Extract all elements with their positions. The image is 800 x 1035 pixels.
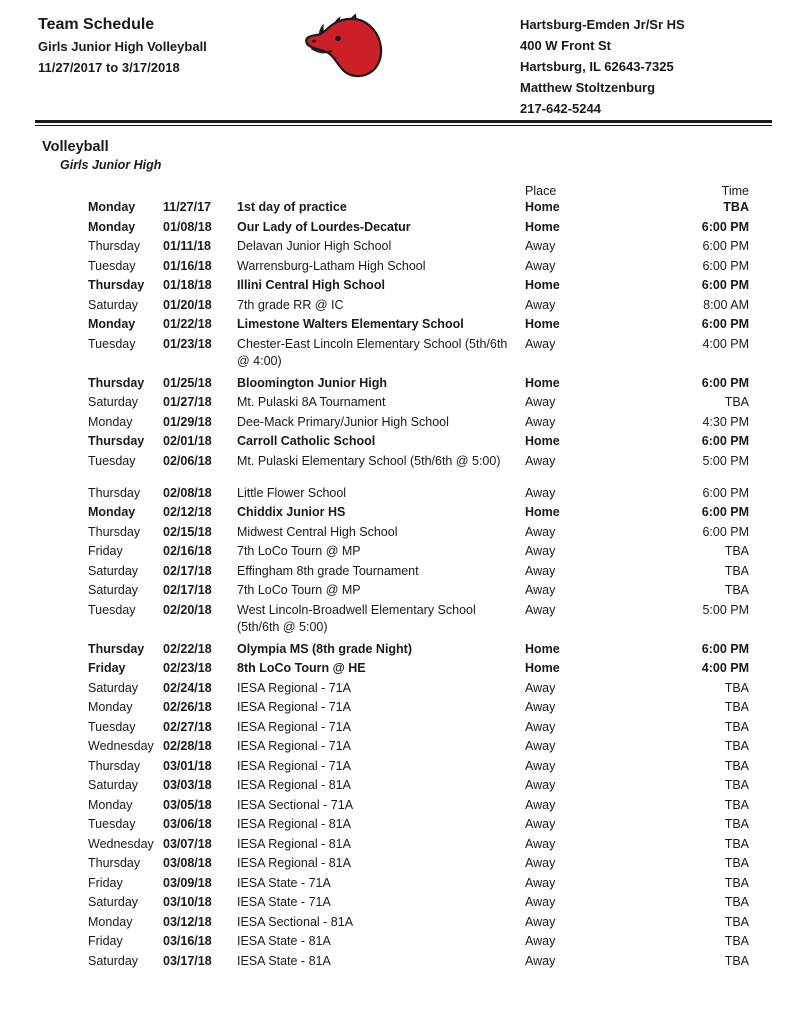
cell-time: 5:00 PM — [702, 602, 749, 617]
cell-day: Wednesday — [88, 836, 154, 851]
cell-time: TBA — [724, 583, 749, 597]
cell-opponent: IESA Regional - 71A — [237, 700, 351, 714]
cell-time: TBA — [723, 200, 749, 214]
cell-date: 03/09/18 — [163, 875, 212, 890]
cell-day: Friday — [88, 934, 123, 948]
cell-place: Away — [525, 414, 556, 429]
cell-day: Friday — [88, 661, 126, 675]
schedule-row — [88, 199, 749, 216]
cell-place: Away — [525, 258, 556, 273]
contact-name: Matthew Stoltzenburg — [520, 80, 656, 95]
cell-opponent: IESA Regional - 81A — [237, 836, 351, 851]
cell-day: Monday — [88, 219, 136, 234]
schedule-row — [88, 543, 749, 560]
cell-place: Home — [525, 317, 560, 331]
cell-place: Away — [525, 563, 556, 578]
cell-day: Monday — [88, 797, 133, 812]
cell-date: 01/23/18 — [163, 336, 212, 351]
date-range: 11/27/2017 to 3/17/2018 — [38, 60, 180, 75]
schedule-row — [88, 836, 749, 853]
cell-day: Thursday — [88, 524, 141, 539]
schedule-row — [88, 219, 749, 236]
cell-day: Thursday — [88, 278, 145, 292]
cell-day: Tuesday — [88, 719, 136, 734]
schedule-row — [88, 238, 749, 255]
cell-date: 03/06/18 — [163, 817, 212, 831]
cell-day: Saturday — [88, 395, 139, 409]
cell-date: 01/11/18 — [163, 239, 211, 253]
cell-place: Away — [525, 953, 556, 968]
cell-opponent: Carroll Catholic School — [237, 434, 376, 448]
cell-opponent: Dee-Mack Primary/Junior High School — [237, 414, 449, 429]
cell-opponent: Warrensburg-Latham High School — [237, 258, 426, 273]
place-column-header: Place — [525, 184, 557, 198]
cell-place: Away — [525, 797, 556, 812]
cell-time: 6:00 PM — [702, 524, 749, 539]
cell-day: Tuesday — [88, 602, 136, 617]
team-name: Girls Junior High Volleyball — [38, 39, 207, 54]
cell-time: 6:00 PM — [701, 641, 749, 656]
cell-time: 6:00 PM — [701, 505, 749, 519]
schedule-row — [88, 375, 749, 392]
cell-place: Away — [525, 817, 556, 831]
cell-date: 02/12/18 — [163, 505, 212, 519]
cell-day: Thursday — [88, 239, 141, 253]
schedule-row — [88, 855, 749, 872]
cell-day: Saturday — [88, 680, 139, 695]
table-header-row — [88, 184, 749, 198]
cell-opponent: Bloomington Junior High — [237, 375, 387, 390]
cell-date: 02/17/18 — [163, 583, 212, 597]
schedule-row — [88, 336, 749, 370]
cell-time: 6:00 PM — [702, 258, 749, 273]
cell-date: 01/20/18 — [163, 297, 212, 312]
schedule-row — [88, 582, 749, 599]
cell-place: Away — [525, 485, 556, 500]
cell-date: 02/01/18 — [163, 434, 212, 448]
cell-day: Tuesday — [88, 817, 136, 831]
schedule-row — [88, 316, 749, 333]
schedule-row — [88, 660, 749, 677]
cell-time: 4:00 PM — [702, 336, 749, 351]
cell-opponent: IESA Regional - 81A — [237, 817, 351, 831]
schedule-row — [88, 433, 749, 450]
schedule-row — [88, 277, 749, 294]
cell-opponent: IESA Sectional - 71A — [237, 797, 354, 812]
cell-day: Monday — [88, 914, 133, 929]
cell-date: 01/16/18 — [163, 258, 212, 273]
cell-opponent: Olympia MS (8th grade Night) — [237, 641, 413, 656]
cell-day: Saturday — [88, 778, 139, 792]
schedule-row — [88, 699, 749, 716]
cell-day: Thursday — [88, 641, 145, 656]
cell-opponent: 8th LoCo Tourn @ HE — [237, 661, 366, 675]
cell-opponent: Chiddix Junior HS — [237, 505, 346, 519]
schedule-row — [88, 258, 749, 275]
cell-time: 8:00 AM — [703, 297, 749, 312]
cell-date: 02/20/18 — [163, 602, 212, 617]
schedule-row — [88, 524, 749, 541]
school-info — [520, 14, 772, 116]
cell-time: TBA — [724, 817, 749, 831]
schedule-row — [88, 414, 749, 431]
cell-place: Away — [525, 583, 556, 597]
cell-opponent: Midwest Central High School — [237, 524, 398, 539]
cell-time: TBA — [724, 797, 749, 812]
cell-date: 01/25/18 — [163, 375, 212, 390]
schedule-row — [88, 933, 749, 950]
cell-day: Monday — [88, 200, 136, 214]
cell-opponent: IESA Regional - 81A — [237, 856, 351, 870]
schedule-row — [88, 914, 749, 931]
schedule-row — [88, 738, 749, 755]
school-address-line2: Hartsburg, IL 62643-7325 — [520, 59, 674, 74]
cell-time: TBA — [724, 680, 749, 695]
cell-date: 02/15/18 — [163, 524, 212, 539]
cell-opponent: IESA State - 71A — [237, 895, 331, 909]
cell-place: Home — [525, 641, 560, 656]
cell-date: 03/12/18 — [163, 914, 212, 929]
cell-date: 02/08/18 — [163, 485, 212, 500]
cell-place: Away — [525, 914, 556, 929]
cell-day: Wednesday — [88, 739, 154, 753]
cell-time: TBA — [724, 836, 749, 851]
header-divider — [35, 120, 772, 126]
cell-date: 02/22/18 — [163, 641, 212, 656]
cell-date: 03/05/18 — [163, 797, 212, 812]
cell-place: Away — [525, 875, 556, 890]
schedule-row — [88, 680, 749, 697]
cell-time: TBA — [724, 719, 749, 734]
cell-date: 01/18/18 — [163, 278, 212, 292]
cell-time: 4:30 PM — [702, 414, 749, 429]
cell-opponent: Effingham 8th grade Tournament — [237, 563, 419, 578]
cell-place: Away — [525, 336, 556, 351]
cell-time: 5:00 PM — [702, 453, 749, 468]
cell-date: 02/06/18 — [163, 453, 212, 468]
cell-time: TBA — [724, 739, 749, 753]
cell-opponent: Limestone Walters Elementary School — [237, 317, 464, 331]
cell-opponent: Illini Central High School — [237, 278, 385, 292]
cell-place: Away — [525, 453, 556, 468]
cell-day: Saturday — [88, 297, 139, 312]
schedule-row — [88, 953, 749, 970]
schedule-row — [88, 894, 749, 911]
cell-time: 4:00 PM — [701, 661, 749, 675]
cell-day: Saturday — [88, 583, 139, 597]
cell-day: Monday — [88, 414, 133, 429]
cell-opponent: IESA State - 81A — [237, 934, 331, 948]
cell-place: Away — [525, 895, 556, 909]
cell-time: TBA — [724, 875, 749, 890]
cell-place: Away — [525, 739, 556, 753]
cell-date: 03/17/18 — [163, 953, 212, 968]
cell-time: TBA — [724, 856, 749, 870]
cell-date: 02/26/18 — [163, 700, 212, 714]
cell-opponent: Our Lady of Lourdes-Decatur — [237, 219, 411, 234]
cell-place: Home — [525, 434, 560, 448]
cell-opponent: IESA Sectional - 81A — [237, 914, 354, 929]
schedule-row — [88, 797, 749, 814]
cell-day: Thursday — [88, 375, 145, 390]
sport-heading: Volleyball — [42, 139, 109, 155]
cell-date: 02/23/18 — [163, 661, 212, 675]
cell-opponent: 7th LoCo Tourn @ MP — [237, 583, 361, 597]
document-header — [0, 0, 800, 116]
schedule-row — [88, 758, 749, 775]
cell-opponent: 7th grade RR @ IC — [237, 297, 344, 312]
cell-day: Friday — [88, 875, 123, 890]
schedule-row — [88, 297, 749, 314]
time-column-header: Time — [721, 184, 749, 198]
cell-day: Thursday — [88, 434, 145, 448]
cell-opponent: Mt. Pulaski Elementary School (5th/6th @ 5:00) — [237, 453, 501, 468]
cell-date: 02/27/18 — [163, 719, 212, 734]
cell-place: Away — [525, 758, 556, 773]
schedule-table — [88, 184, 749, 970]
cell-place: Away — [525, 544, 556, 558]
cell-time: 6:00 PM — [701, 375, 749, 390]
schedule-row — [88, 394, 749, 411]
cell-day: Tuesday — [88, 258, 136, 273]
cell-place: Away — [525, 700, 556, 714]
cell-opponent: IESA State - 71A — [237, 875, 331, 890]
cell-time: TBA — [724, 934, 749, 948]
mustang-logo-icon — [302, 10, 392, 90]
cell-time: TBA — [724, 544, 749, 558]
cell-opponent: IESA Regional - 71A — [237, 680, 351, 695]
cell-day: Thursday — [88, 856, 141, 870]
cell-opponent: IESA State - 81A — [237, 953, 331, 968]
cell-day: Thursday — [88, 758, 141, 773]
team-heading: Girls Junior High — [60, 158, 162, 172]
schedule-row — [88, 602, 749, 636]
cell-day: Monday — [88, 317, 136, 331]
cell-date: 01/08/18 — [163, 219, 212, 234]
cell-place: Away — [525, 239, 556, 253]
cell-opponent: IESA Regional - 71A — [237, 719, 351, 734]
cell-time: TBA — [724, 563, 749, 578]
cell-date: 02/16/18 — [163, 544, 212, 558]
school-address-line1: 400 W Front St — [520, 38, 612, 53]
cell-day: Monday — [88, 700, 133, 714]
cell-date: 03/03/18 — [163, 778, 212, 792]
cell-opponent: Little Flower School — [237, 485, 347, 500]
cell-place: Away — [525, 778, 556, 792]
cell-place: Away — [525, 602, 556, 617]
cell-day: Tuesday — [88, 336, 136, 351]
cell-place: Home — [525, 278, 560, 292]
cell-time: TBA — [724, 778, 749, 792]
cell-time: TBA — [724, 895, 749, 909]
cell-day: Monday — [88, 505, 136, 519]
schedule-row — [88, 641, 749, 658]
cell-time: TBA — [724, 953, 749, 968]
cell-date: 03/08/18 — [163, 856, 212, 870]
cell-place: Home — [525, 505, 560, 519]
schedule-row — [88, 504, 749, 521]
cell-date: 11/27/17 — [163, 200, 211, 214]
cell-date: 01/29/18 — [163, 414, 212, 429]
cell-date: 02/17/18 — [163, 563, 212, 578]
cell-place: Home — [525, 200, 560, 214]
cell-place: Away — [525, 680, 556, 695]
cell-time: 6:00 PM — [702, 239, 749, 253]
cell-time: 6:00 PM — [701, 219, 749, 234]
cell-place: Home — [525, 375, 560, 390]
schedule-row — [88, 453, 749, 470]
schedule-row — [88, 816, 749, 833]
cell-date: 03/01/18 — [163, 758, 212, 773]
cell-time: 6:00 PM — [702, 485, 749, 500]
cell-time: TBA — [724, 914, 749, 929]
cell-date: 03/10/18 — [163, 895, 212, 909]
cell-place: Away — [525, 836, 556, 851]
cell-opponent: Mt. Pulaski 8A Tournament — [237, 395, 386, 409]
cell-opponent: IESA Regional - 81A — [237, 778, 351, 792]
cell-place: Away — [525, 934, 556, 948]
cell-day: Tuesday — [88, 453, 136, 468]
cell-opponent: Delavan Junior High School — [237, 239, 392, 253]
cell-time: 6:00 PM — [701, 278, 749, 292]
document-title: Team Schedule — [38, 16, 155, 33]
cell-opponent: IESA Regional - 71A — [237, 739, 351, 753]
cell-place: Away — [525, 719, 556, 734]
cell-date: 01/27/18 — [163, 395, 212, 409]
schedule-row — [88, 777, 749, 794]
cell-date: 03/07/18 — [163, 836, 212, 851]
cell-time: 6:00 PM — [701, 434, 749, 448]
cell-opponent: 1st day of practice — [237, 200, 347, 214]
cell-date: 03/16/18 — [163, 934, 212, 948]
schedule-row — [88, 563, 749, 580]
school-name: Hartsburg-Emden Jr/Sr HS — [520, 17, 685, 32]
cell-place: Home — [525, 661, 560, 675]
cell-opponent: IESA Regional - 71A — [237, 758, 351, 773]
cell-day: Thursday — [88, 485, 141, 500]
cell-opponent: Chester-East Lincoln Elementary School (5th/6th @ 4:00) — [237, 336, 508, 368]
cell-day: Friday — [88, 544, 123, 558]
cell-date: 02/28/18 — [163, 739, 212, 753]
team-info — [38, 14, 298, 112]
cell-time: TBA — [724, 758, 749, 773]
cell-place: Away — [525, 297, 556, 312]
cell-time: 6:00 PM — [701, 317, 749, 331]
schedule-row — [88, 719, 749, 736]
schedule-row — [88, 485, 749, 502]
cell-day: Saturday — [88, 563, 139, 578]
cell-date: 02/24/18 — [163, 680, 212, 695]
cell-place: Away — [525, 856, 556, 870]
schedule-rows — [88, 199, 749, 970]
cell-time: TBA — [724, 395, 749, 409]
cell-place: Away — [525, 524, 556, 539]
cell-opponent: 7th LoCo Tourn @ MP — [237, 544, 361, 558]
cell-day: Saturday — [88, 953, 139, 968]
cell-opponent: West Lincoln-Broadwell Elementary School (5th/6th @ 5:00) — [237, 602, 476, 634]
cell-date: 01/22/18 — [163, 317, 212, 331]
cell-day: Saturday — [88, 895, 139, 909]
contact-phone: 217-642-5244 — [520, 101, 601, 116]
cell-place: Home — [525, 219, 560, 234]
cell-place: Away — [525, 395, 556, 409]
cell-time: TBA — [724, 700, 749, 714]
schedule-row — [88, 875, 749, 892]
